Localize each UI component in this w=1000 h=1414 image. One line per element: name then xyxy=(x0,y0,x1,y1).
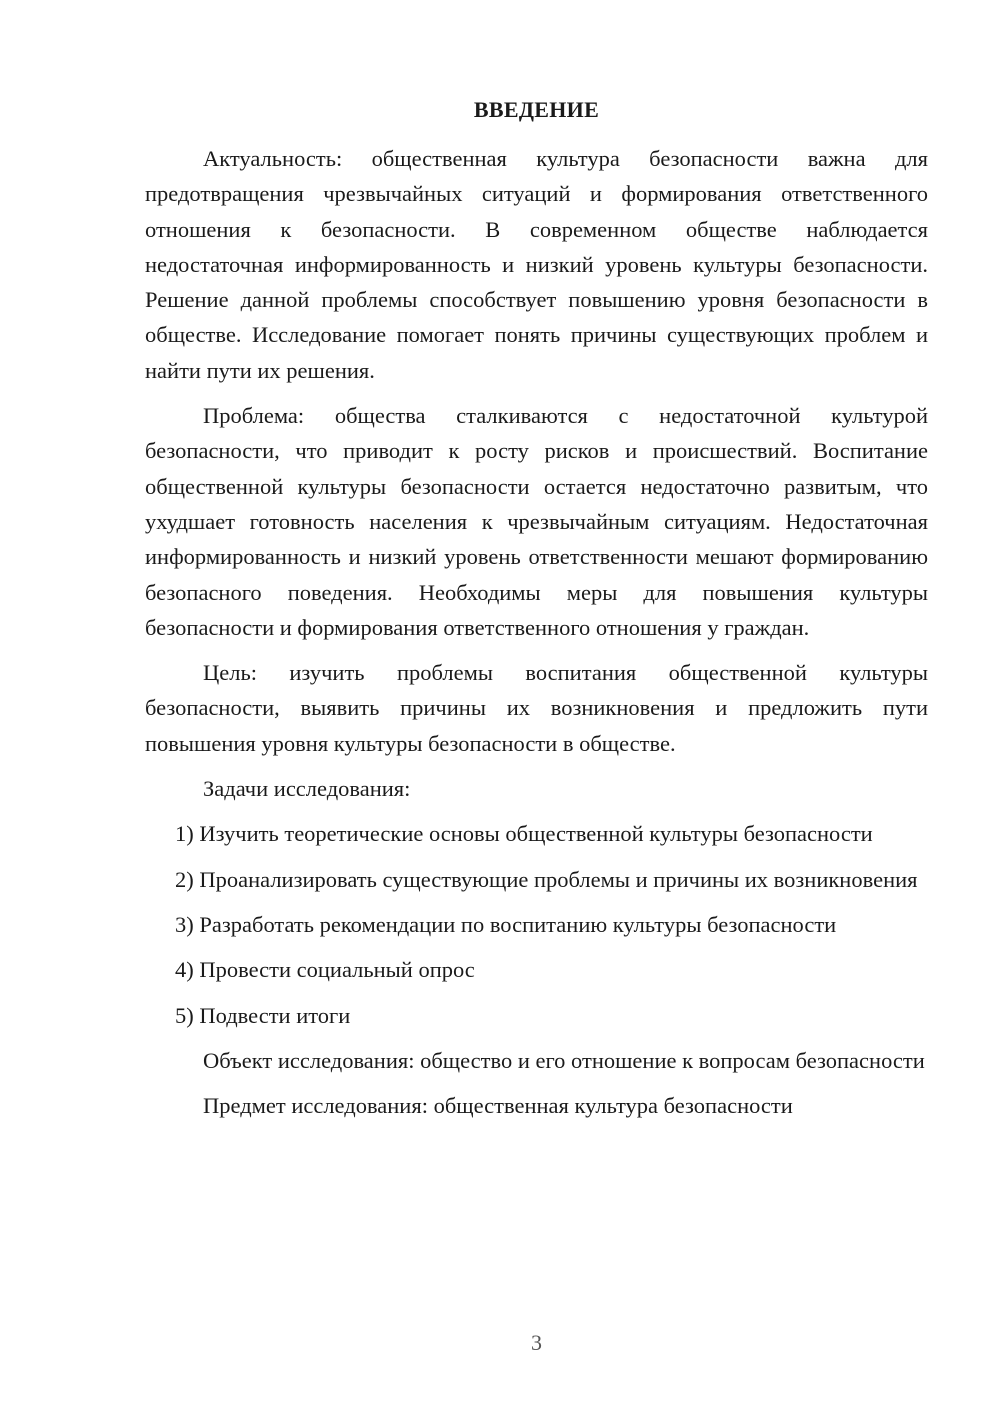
tasks-heading: Задачи исследования: xyxy=(203,776,411,802)
research-object: Объект исследования: общество и его отношение к вопросам безопасности xyxy=(203,1047,925,1073)
task-item: 4) Провести социальный опрос xyxy=(175,957,475,983)
paragraph-goal: Цель: изучить проблемы воспитания общественной культуры безопасности, выявить причины их возникновения и предложить пути повышения уровня культуры безопасности в обществе. xyxy=(145,660,928,756)
task-item: 3) Разработать рекомендации по воспитанию культуры безопасности xyxy=(175,911,837,937)
document-page xyxy=(145,0,928,1414)
page-number: 3 xyxy=(531,1330,542,1355)
paragraph-relevance: Актуальность: общественная культура безопасности важна для предотвращения чрезвычайных ситуаций и формирования ответственного отношения к безопасности. В современном обществе наблюдается недостаточная информированность и низкий уровень культуры безопасности. Решение данной проблемы способствует повышению уровня безопасности в обществе. Исследование помогает понять причины существующих проблем и найти пути их решения. xyxy=(145,146,928,383)
task-item: 1) Изучить теоретические основы общественной культуры безопасности xyxy=(175,821,873,847)
task-item: 2) Проанализировать существующие проблемы и причины их возникновения xyxy=(175,866,918,892)
page-title: ВВЕДЕНИЕ xyxy=(473,97,600,122)
research-subject: Предмет исследования: общественная культура безопасности xyxy=(203,1093,793,1119)
paragraph-problem: Проблема: общества сталкиваются с недостаточной культурой безопасности, что приводит к росту рисков и происшествий. Воспитание общественной культуры безопасности остается недостаточно развитым, что ухудшает готовность населения к чрезвычайным ситуациям. Недостаточная информированность и низкий уровень ответственности мешают формированию безопасного поведения. Необходимы меры для повышения культуры безопасности и формирования ответственного отношения у граждан. xyxy=(145,403,928,640)
document-body xyxy=(145,141,928,1133)
task-item: 5) Подвести итоги xyxy=(175,1002,351,1028)
